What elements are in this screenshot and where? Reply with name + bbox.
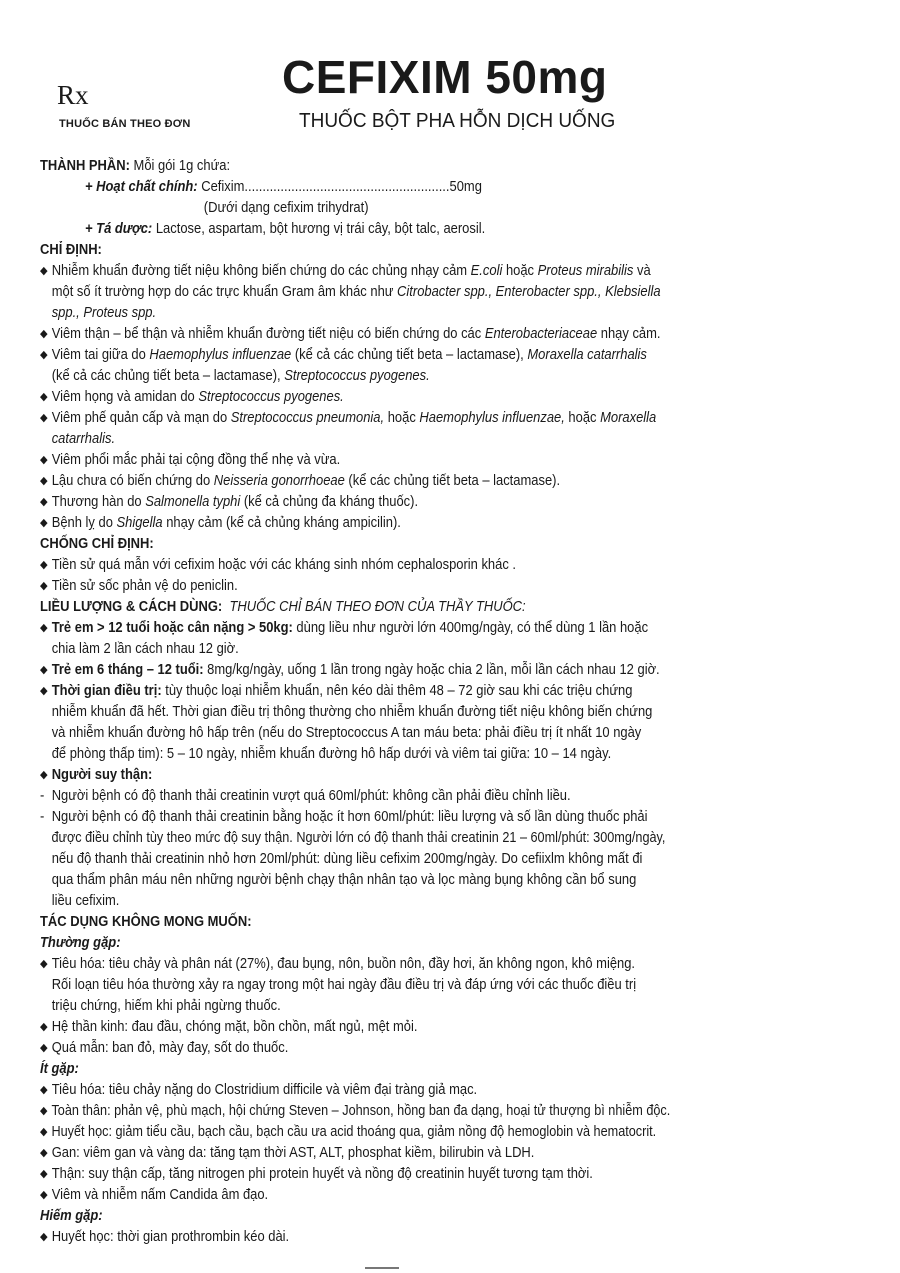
list-item	[40, 450, 733, 471]
list-item	[40, 324, 733, 345]
bullet-icon: ◆	[40, 496, 48, 508]
list-item-continuation: nếu độ thanh thải creatinin nhỏ hơn 20ml/phút: dùng liều cefixim 200mg/ngày. Do cefiixlm không mất đi	[51, 851, 643, 867]
list-item	[40, 954, 733, 975]
list-item	[40, 1227, 733, 1248]
page-divider	[365, 1267, 399, 1269]
text-run: Viêm thận – bể thận và nhiễm khuẩn đường tiết niệu có biến chứng do các	[51, 326, 485, 342]
excipient-line	[40, 219, 733, 240]
text-run: Quá mẫn: ban đỏ, mày đay, sốt do thuốc.	[51, 1040, 289, 1056]
list-item	[40, 1143, 733, 1164]
prescription-note: THUỐC BÁN THEO ĐƠN	[59, 118, 191, 130]
text-run: tùy thuộc loại nhiễm khuẩn, nên kéo dài thêm 48 – 72 giờ sau khi các triệu chứng	[161, 683, 633, 699]
bullet-icon: ◆	[40, 958, 48, 970]
bullet-icon: ◆	[40, 391, 48, 403]
text-run: Moraxella catarrhalis	[527, 347, 647, 363]
text-run: Nhiễm khuẩn đường tiết niệu không biến chứng do các chủng nhạy cảm	[51, 263, 471, 279]
bullet-icon: ◆	[40, 328, 48, 340]
text-run: nhạy cảm (kể cả chủng kháng ampicilin).	[162, 515, 401, 531]
bullet-icon: ◆	[40, 664, 48, 676]
text-run: Người bệnh có độ thanh thải creatinin vượt quá 60ml/phút: không cần phải điều chỉnh liều.	[51, 788, 571, 804]
text-run: Viêm tai giữa do	[51, 347, 150, 363]
list-item	[40, 261, 733, 282]
dosage-heading-note: THUỐC CHỈ BÁN THEO ĐƠN CỦA THẦY THUỐC:	[229, 599, 526, 615]
bullet-icon: ◆	[40, 685, 48, 697]
text-run: (kể các chủng tiết beta – lactamase).	[344, 473, 561, 489]
text-run: Streptococcus pyogenes.	[198, 389, 344, 405]
text-run: spp., Proteus spp.	[51, 305, 157, 321]
text-run: Enterobacteriaceae	[484, 326, 598, 342]
bullet-icon: ◆	[40, 349, 48, 361]
text-run: Shigella	[116, 515, 163, 531]
bullet-icon: ◆	[40, 1105, 48, 1117]
list-item	[40, 1164, 733, 1185]
active-ingredient-label: + Hoạt chất chính:	[85, 179, 198, 195]
dosage-heading: LIỀU LƯỢNG & CÁCH DÙNG:	[40, 599, 223, 615]
bullet-icon: ◆	[40, 1231, 48, 1243]
composition-heading: THÀNH PHẦN:	[40, 158, 130, 174]
contraindications-heading: CHỐNG CHỈ ĐỊNH:	[40, 536, 154, 552]
list-item-continuation: nhiễm khuẩn đã hết. Thời gian điều trị thông thường cho nhiễm khuẩn đường tiết niệu không biến chứng	[51, 704, 653, 720]
common-subheading: Thường gặp:	[40, 935, 121, 951]
text-run: Người suy thận:	[51, 767, 153, 783]
text-run: Trẻ em 6 tháng – 12 tuổi:	[51, 662, 204, 678]
bullet-icon: ◆	[40, 1168, 48, 1180]
text-run: Haemophylus influenzae	[149, 347, 292, 363]
text-run: hoặc	[502, 263, 538, 279]
text-run: Viêm phổi mắc phải tại cộng đồng thể nhẹ và vừa.	[51, 452, 341, 468]
list-item	[40, 1080, 733, 1101]
list-item	[40, 492, 733, 513]
leaflet-body	[40, 156, 810, 1248]
list-item	[40, 408, 733, 429]
list-item	[40, 1038, 733, 1059]
excipient-label: + Tá dược:	[85, 221, 153, 237]
text-run: (kể cả các chủng tiết beta – lactamase),	[291, 347, 528, 363]
text-run: một số ít trường hợp do các trực khuẩn Gram âm khác như	[51, 284, 398, 300]
list-item-continuation: qua thẩm phân máu nên những người bệnh chạy thận nhân tạo và lọc màng bụng không cần bổ sung	[51, 872, 637, 888]
list-item	[40, 576, 733, 597]
list-item	[40, 387, 733, 408]
text-run: Gan: viêm gan và vàng da: tăng tạm thời AST, ALT, phosphat kiềm, bilirubin và LDH.	[51, 1145, 535, 1161]
text-run: Streptococcus pyogenes.	[284, 368, 430, 384]
list-item-continuation: Rối loạn tiêu hóa thường xảy ra ngay trong một hai ngày đầu điều trị và đáp ứng với các thuốc điều trị	[51, 977, 637, 993]
text-run: và	[633, 263, 651, 279]
list-item	[40, 786, 733, 807]
text-run: Thời gian điều trị:	[51, 683, 162, 699]
text-run: Haemophylus influenzae,	[419, 410, 565, 426]
list-item-continuation: được điều chỉnh tùy theo mức độ suy thận. Người lớn có độ thanh thải creatinin 21 – 60ml/phút: 300mg/ngày,	[51, 830, 666, 846]
list-item-continuation	[40, 303, 733, 324]
bullet-icon: ◆	[40, 265, 48, 277]
list-item-continuation: để phòng thấp tim): 5 – 10 ngày, nhiễm khuẩn đường hô hấp dưới và viêm tai giữa: 10 – 14 ngày.	[51, 746, 612, 762]
text-run: Tiêu hóa: tiêu chảy nặng do Clostridium difficile và viêm đại tràng giả mạc.	[51, 1082, 478, 1098]
active-ingredient-line	[40, 177, 733, 198]
bullet-icon: ◆	[40, 559, 48, 571]
bullet-icon: ◆	[40, 1147, 48, 1159]
text-run: hoặc	[384, 410, 420, 426]
list-item	[40, 681, 733, 702]
bullet-icon: ◆	[40, 475, 48, 487]
text-run: nhạy cảm.	[597, 326, 661, 342]
text-run: hoặc	[564, 410, 601, 426]
list-item	[40, 345, 733, 366]
dosage-heading-line	[40, 597, 733, 618]
text-run: (kể cả chủng đa kháng thuốc).	[240, 494, 419, 510]
text-run: Citrobacter spp., Enterobacter spp., Klebsiella	[397, 284, 661, 300]
text-run: Tiêu hóa: tiêu chảy và phân nát (27%), đau bụng, nôn, buồn nôn, đầy hơi, ăn không ngon, khô miệng.	[51, 956, 636, 972]
list-item-continuation	[40, 282, 733, 303]
text-run: Bệnh lỵ do	[51, 515, 117, 531]
list-item-continuation: và nhiễm khuẩn đường hô hấp trên (nếu do Streptococcus A tan máu beta: phải điều trị ít nhất 10 ngày	[51, 725, 642, 741]
text-run: dùng liều như người lớn 400mg/ngày, có thể dùng 1 lần hoặc	[292, 620, 649, 636]
list-item	[40, 513, 733, 534]
text-run: Trẻ em > 12 tuổi hoặc cân nặng > 50kg:	[51, 620, 293, 636]
composition-line	[40, 156, 733, 177]
text-run: Huyết học: thời gian prothrombin kéo dài.	[51, 1229, 290, 1245]
text-run: (kể cả các chủng tiết beta – lactamase),	[51, 368, 285, 384]
product-subtitle: THUỐC BỘT PHA HỖN DỊCH UỐNG	[299, 110, 616, 132]
bullet-icon: ◆	[40, 454, 48, 466]
product-title: CEFIXIM 50mg	[282, 51, 608, 103]
list-item	[40, 618, 733, 639]
text-run: catarrhalis.	[51, 431, 116, 447]
text-run: Thương hàn do	[51, 494, 146, 510]
list-item	[40, 807, 733, 828]
rx-symbol: Rx	[57, 80, 89, 110]
bullet-icon: ◆	[40, 580, 48, 592]
dash-icon: -	[40, 788, 45, 804]
bullet-icon: ◆	[40, 1021, 48, 1033]
list-item	[40, 765, 733, 786]
text-run: Lậu chưa có biến chứng do	[51, 473, 214, 489]
list-item	[40, 1017, 733, 1038]
list-item-continuation: chia làm 2 lần cách nhau 12 giờ.	[51, 641, 239, 657]
bullet-icon: ◆	[40, 1042, 48, 1054]
adverse-heading: TÁC DỤNG KHÔNG MONG MUỐN:	[40, 914, 252, 930]
list-item	[40, 1122, 718, 1143]
uncommon-subheading: Ít gặp:	[40, 1061, 79, 1077]
active-ingredient-form: (Dưới dạng cefixim trihydrat)	[203, 200, 369, 216]
text-run: Viêm và nhiễm nấm Candida âm đạo.	[51, 1187, 269, 1203]
text-run: Người bệnh có độ thanh thải creatinin bằng hoặc ít hơn 60ml/phút: liều lượng và số lần dùng thuốc phải	[51, 809, 648, 825]
list-item	[40, 555, 733, 576]
text-run: Tiền sử sốc phản vệ do peniclin.	[51, 578, 238, 594]
rare-subheading: Hiếm gặp:	[40, 1208, 103, 1224]
text-run: E.coli	[470, 263, 503, 279]
active-ingredient-text: Cefixim.........................................................50mg	[197, 179, 482, 195]
bullet-icon: ◆	[40, 412, 48, 424]
text-run: Viêm họng và amidan do	[51, 389, 199, 405]
bullet-icon: ◆	[40, 622, 48, 634]
text-run: Tiền sử quá mẫn với cefixim hoặc với các kháng sinh nhóm cephalosporin khác .	[51, 557, 517, 573]
indications-heading: CHỈ ĐỊNH:	[40, 242, 102, 258]
dash-icon: -	[40, 809, 45, 825]
text-run: Proteus mirabilis	[537, 263, 634, 279]
text-run: Huyết học: giảm tiểu cầu, bạch cầu, bạch cầu ưa acid thoáng qua, giảm nồng độ hemoglobin và hematocrit.	[51, 1124, 657, 1140]
text-run: Salmonella typhi	[145, 494, 241, 510]
list-item	[40, 1185, 733, 1206]
list-item	[40, 660, 733, 681]
bullet-icon: ◆	[40, 769, 48, 781]
list-item	[40, 471, 733, 492]
text-run: Thận: suy thận cấp, tăng nitrogen phi protein huyết và nồng độ creatinin huyết tương tạm thời.	[51, 1166, 593, 1182]
list-item-continuation: triệu chứng, hiếm khi phải ngừng thuốc.	[51, 998, 281, 1014]
bullet-icon: ◆	[40, 1084, 48, 1096]
list-item-continuation: liều cefixim.	[51, 893, 120, 909]
bullet-icon: ◆	[40, 1189, 48, 1201]
bullet-icon: ◆	[40, 1126, 48, 1138]
composition-intro: Mỗi gói 1g chứa:	[129, 158, 231, 174]
text-run: Moraxella	[600, 410, 657, 426]
text-run: Neisseria gonorrhoeae	[213, 473, 345, 489]
bullet-icon: ◆	[40, 517, 48, 529]
list-item-continuation	[40, 366, 733, 387]
list-item	[40, 1101, 718, 1122]
text-run: Streptococcus pneumonia,	[230, 410, 385, 426]
excipient-text: Lactose, aspartam, bột hương vị trái cây, bột talc, aerosil.	[152, 221, 486, 237]
list-item-continuation	[40, 429, 733, 450]
text-run: Hệ thần kinh: đau đầu, chóng mặt, bồn chồn, mất ngủ, mệt mỏi.	[51, 1019, 418, 1035]
text-run: Viêm phế quản cấp và mạn do	[51, 410, 231, 426]
text-run: 8mg/kg/ngày, uống 1 lần trong ngày hoặc chia 2 lần, mỗi lần cách nhau 12 giờ.	[203, 662, 660, 678]
text-run: Toàn thân: phản vệ, phù mạch, hội chứng Steven – Johnson, hồng ban đa dạng, hoại tử thượng bì nhiễm độc.	[51, 1103, 671, 1119]
